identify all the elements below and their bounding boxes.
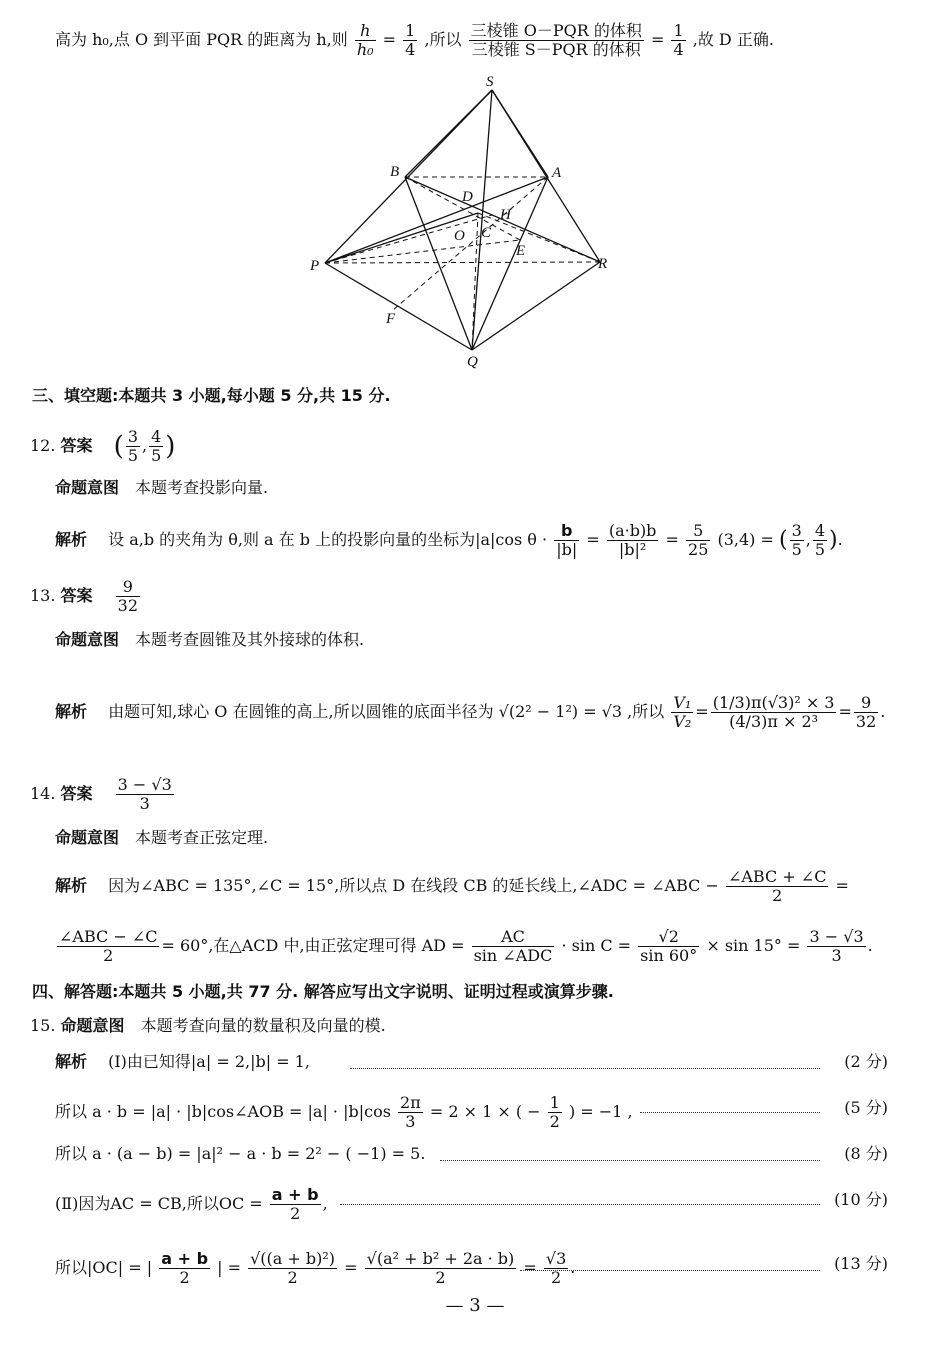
- frac-den: 25: [688, 540, 709, 559]
- frac-num: h: [355, 22, 376, 41]
- tail: .: [570, 1258, 576, 1277]
- frac-sqrt2-sin60: [638, 928, 699, 965]
- q14-intent: [55, 826, 268, 850]
- step-text: 所以 a · (a − b) = |a|² − a · b = 2² − ( −1) = 5.: [55, 1144, 426, 1163]
- frac-result: [854, 694, 878, 731]
- frac-den: 4: [673, 40, 684, 59]
- answer-label: 答案: [60, 784, 93, 803]
- frac-num: √(a² + b² + 2a · b): [366, 1249, 515, 1268]
- q13-intent: [55, 628, 364, 652]
- frac-num: 5: [686, 522, 710, 541]
- equals: =: [382, 30, 397, 49]
- frac-den: 2: [549, 1112, 560, 1131]
- label-R: R: [598, 256, 608, 272]
- q15-step3: [55, 1142, 425, 1166]
- top-suffix: ,故 D 正确.: [692, 30, 774, 49]
- frac-volumes: [711, 694, 837, 731]
- frac-num: 3: [791, 521, 802, 540]
- frac-b-over-norm: [554, 522, 579, 559]
- frac-den: 32: [855, 712, 877, 731]
- frac-den: 2: [772, 886, 783, 905]
- res-frac-a: [790, 522, 804, 559]
- frac-ab-b: [607, 522, 659, 559]
- frac-num: 4: [151, 427, 162, 446]
- paren-close: ): [165, 431, 176, 462]
- ans-frac-a: [126, 428, 140, 465]
- label-S: S: [486, 74, 494, 90]
- intent-label: 命题意图: [60, 1016, 125, 1035]
- leader-dots: [640, 1112, 820, 1113]
- paren-close: ): [829, 527, 838, 553]
- question-number: 12.: [30, 436, 56, 455]
- frac-num: 1: [405, 21, 416, 40]
- q12-intent: [55, 476, 268, 500]
- frac-1-2: [548, 1094, 562, 1131]
- frac-den: V₂: [673, 712, 692, 731]
- intent-text: 本题考查投影向量.: [135, 478, 269, 497]
- frac-den: |b|²: [618, 540, 647, 559]
- analysis-label: 解析: [55, 876, 88, 895]
- fraction-1-4: [403, 22, 417, 59]
- leader-dots: [520, 1270, 820, 1271]
- frac-angle-diff: [57, 928, 159, 965]
- q15-step4: [55, 1186, 328, 1223]
- top-mid: ,所以: [424, 30, 462, 49]
- label-F: F: [386, 311, 396, 327]
- score: (8 分): [844, 1144, 888, 1163]
- page-number: — 3 —: [445, 1295, 505, 1316]
- step-text: 所以|OC| = |: [55, 1258, 153, 1277]
- frac-den: 2: [435, 1268, 446, 1287]
- frac-den: (4/3)π × 2³: [729, 712, 819, 731]
- analysis-label: 解析: [55, 530, 88, 549]
- frac-den: 2: [179, 1268, 190, 1287]
- label-D: D: [462, 189, 473, 205]
- step-text: = 2 × 1 × ( −: [429, 1102, 541, 1121]
- q15-step1: [55, 1050, 310, 1074]
- label-H: H: [500, 207, 511, 223]
- fraction-volume-ratio: [469, 22, 644, 59]
- intent-text: 本题考查向量的数量积及向量的模.: [140, 1016, 386, 1035]
- frac-num: 三棱锥 O－PQR 的体积: [470, 21, 642, 40]
- frac-num: b: [554, 522, 579, 541]
- equals: =: [344, 1258, 358, 1277]
- answer-label: 答案: [60, 436, 93, 455]
- frac-den: |b|: [556, 540, 578, 559]
- frac-den: 5: [814, 540, 826, 559]
- analysis-label: 解析: [55, 1052, 88, 1071]
- question-number: 13.: [30, 586, 56, 605]
- frac-ac-sin: [472, 928, 555, 965]
- score: (2 分): [844, 1052, 888, 1071]
- label-A: A: [552, 165, 562, 181]
- frac-num: 2π: [400, 1093, 421, 1112]
- equals: =: [523, 1258, 537, 1277]
- frac-2pi-3: [398, 1094, 423, 1131]
- section3-title: 三、填空题:本题共 3 小题,每小题 5 分,共 15 分.: [32, 386, 391, 405]
- q13-analysis: 解析 由题可知,球心 O 在圆锥的高上,所以圆锥的底面半径为 √(2² − 1²) = √3 ,所以 $\frac{\text{V₁}}{\text{V₂}}$ = $\frac{\text{(1/3)π(√3)² × 3}}{\text{(4/3)π × 2³}}$ = $\frac{9}{32}$ .: [55, 693, 886, 731]
- frac-den: 2: [287, 1268, 298, 1287]
- step-text: 所以 a · b = |a| · |b|cos∠AOB = |a| · |b|cos: [55, 1102, 391, 1121]
- fraction-h-h0: [355, 22, 376, 59]
- step-text: ,: [322, 1194, 328, 1213]
- fraction-1-4-b: [671, 22, 685, 59]
- frac-num: ∠ABC + ∠C: [727, 867, 827, 886]
- frac-num: 4: [814, 521, 826, 540]
- frac-den: 32: [117, 596, 139, 615]
- frac-sqrt3-2: [544, 1250, 568, 1287]
- frac-num: 1: [673, 21, 684, 40]
- label-B: B: [390, 164, 400, 180]
- label-P: P: [310, 258, 320, 274]
- frac-den: 4: [405, 40, 416, 59]
- frac-sqrt-square: [248, 1250, 337, 1287]
- frac-den: sin ∠ADC: [473, 946, 553, 965]
- frac-num: √((a + b)²): [250, 1249, 336, 1268]
- intent-label: 命题意图: [55, 630, 120, 649]
- frac-v1-v2: [671, 694, 693, 731]
- frac-num: √3: [545, 1249, 567, 1268]
- frac-num: 3 − √3: [809, 927, 864, 946]
- frac-den: 3: [831, 946, 842, 965]
- frac-num: (a·b)b: [608, 521, 657, 540]
- frac-den: 三棱锥 S－PQR 的体积: [471, 40, 641, 59]
- label-O: O: [454, 228, 465, 244]
- question-number: 14.: [30, 784, 56, 803]
- label-Q: Q: [467, 354, 478, 370]
- frac-den: 3: [139, 794, 150, 813]
- intent-text: 本题考查圆锥及其外接球的体积.: [135, 630, 365, 649]
- q15-step2: [55, 1094, 633, 1131]
- score: (10 分): [834, 1190, 888, 1209]
- equals: =: [665, 530, 679, 549]
- step-text: | =: [217, 1258, 241, 1277]
- frac-num: 1: [549, 1093, 560, 1112]
- analysis-label: 解析: [55, 702, 88, 721]
- step-text: ) = −1 ,: [568, 1102, 633, 1121]
- ans-frac-b: [149, 428, 163, 465]
- frac-den: 2: [290, 1204, 301, 1223]
- leader-dots: [440, 1160, 820, 1161]
- frac-sqrt-expanded: [365, 1250, 517, 1287]
- frac-5-25: [686, 522, 710, 559]
- intent-label: 命题意图: [55, 828, 120, 847]
- intent-label: 命题意图: [55, 478, 120, 497]
- intent-text: 本题考查正弦定理.: [135, 828, 269, 847]
- equals: =: [650, 30, 665, 49]
- top-prefix: 高为 h₀,点 O 到平面 PQR 的距离为 h,则: [55, 30, 348, 49]
- analysis-text: 由题可知,球心 O 在圆锥的高上,所以圆锥的底面半径为 √(2² − 1²) = √3 ,所以: [108, 702, 665, 721]
- leader-dots: [350, 1068, 820, 1069]
- q14-analysis-line1: [55, 868, 849, 905]
- frac-den: sin 60°: [640, 946, 698, 965]
- frac-result: [807, 928, 865, 965]
- tail: .: [837, 530, 843, 549]
- step-text: (Ⅰ)由已知得|a| = 2,|b| = 1,: [108, 1052, 310, 1071]
- tail: .: [867, 936, 873, 955]
- answer-label: 答案: [60, 586, 93, 605]
- analysis-text: 因为∠ABC = 135°,∠C = 15°,所以点 D 在线段 CB 的延长线上,∠ADC = ∠ABC −: [108, 876, 719, 895]
- frac-den: 5: [151, 446, 162, 465]
- coords: (3,4) =: [717, 530, 774, 549]
- frac-den: 5: [127, 446, 138, 465]
- res-frac-b: [813, 522, 827, 559]
- q14-answer-line: [30, 776, 176, 813]
- q15-intent: [30, 1014, 386, 1038]
- analysis-mid: · sin C =: [561, 936, 632, 955]
- analysis-text: 设 a,b 的夹角为 θ,则 a 在 b 上的投影向量的坐标为|a|cos θ ·: [108, 530, 548, 549]
- frac-num: √2: [638, 928, 699, 947]
- q14-analysis-line2: [55, 928, 873, 965]
- frac-num: a + b: [271, 1185, 319, 1204]
- question-number: 15.: [30, 1016, 56, 1035]
- tetrahedron-figure: [300, 70, 620, 370]
- equals: =: [586, 530, 600, 549]
- frac-den: 2: [550, 1268, 562, 1287]
- q12-answer-line: 12. 答案 ( $\frac{3}{5}$ , $\frac{4}{5}$ ): [30, 427, 176, 465]
- frac-den: 2: [103, 946, 114, 965]
- frac-num: 9: [854, 694, 878, 713]
- label-C: C: [481, 225, 492, 241]
- frac-den: 5: [791, 540, 802, 559]
- score: (13 分): [834, 1254, 888, 1273]
- q15-step5: [55, 1250, 575, 1287]
- top-line: [55, 22, 774, 59]
- paren-open: (: [113, 431, 124, 462]
- frac-num: 3 − √3: [117, 775, 172, 794]
- leader-dots: [340, 1204, 820, 1205]
- frac-a-plus-b: [159, 1250, 210, 1287]
- paren-open: (: [778, 527, 788, 553]
- frac-a-plus-b: [270, 1186, 321, 1223]
- q12-analysis: 解析 设 a,b 的夹角为 θ,则 a 在 b 上的投影向量的坐标为|a|cos θ · $\frac{b}{|b|}$ = $\frac{(a\cdot b)b}{\text{|b|²}}$ = $\frac{5}{25}$ (3,4) = ( $\frac{3}{5}$ , $\frac{4}{5}$ ).: [55, 521, 843, 559]
- ans-frac: [116, 776, 174, 813]
- frac-num: a + b: [161, 1249, 209, 1268]
- ans-frac: [116, 578, 140, 615]
- frac-num: 9: [116, 578, 140, 597]
- frac-angle-sum: [726, 868, 828, 905]
- tail: .: [880, 702, 886, 721]
- frac-num: V₁: [673, 693, 692, 712]
- frac-den: 3: [405, 1112, 416, 1131]
- analysis-text: = 60°,在△ACD 中,由正弦定理可得 AD =: [161, 936, 465, 955]
- step-text: (Ⅱ)因为AC = CB,所以OC =: [55, 1194, 263, 1213]
- frac-den: h₀: [356, 40, 374, 59]
- label-E: E: [516, 243, 526, 259]
- q13-answer-line: [30, 578, 142, 615]
- section4-title: 四、解答题:本题共 5 小题,共 77 分. 解答应写出文字说明、证明过程或演算步骤.: [32, 982, 614, 1001]
- analysis-mid: × sin 15° =: [706, 936, 801, 955]
- frac-num: ∠ABC − ∠C: [59, 927, 158, 946]
- frac-num: AC: [472, 928, 555, 947]
- score: (5 分): [844, 1098, 888, 1117]
- equals: =: [835, 876, 849, 895]
- frac-num: 3: [127, 427, 138, 446]
- frac-num: (1/3)π(√3)² × 3: [712, 693, 835, 712]
